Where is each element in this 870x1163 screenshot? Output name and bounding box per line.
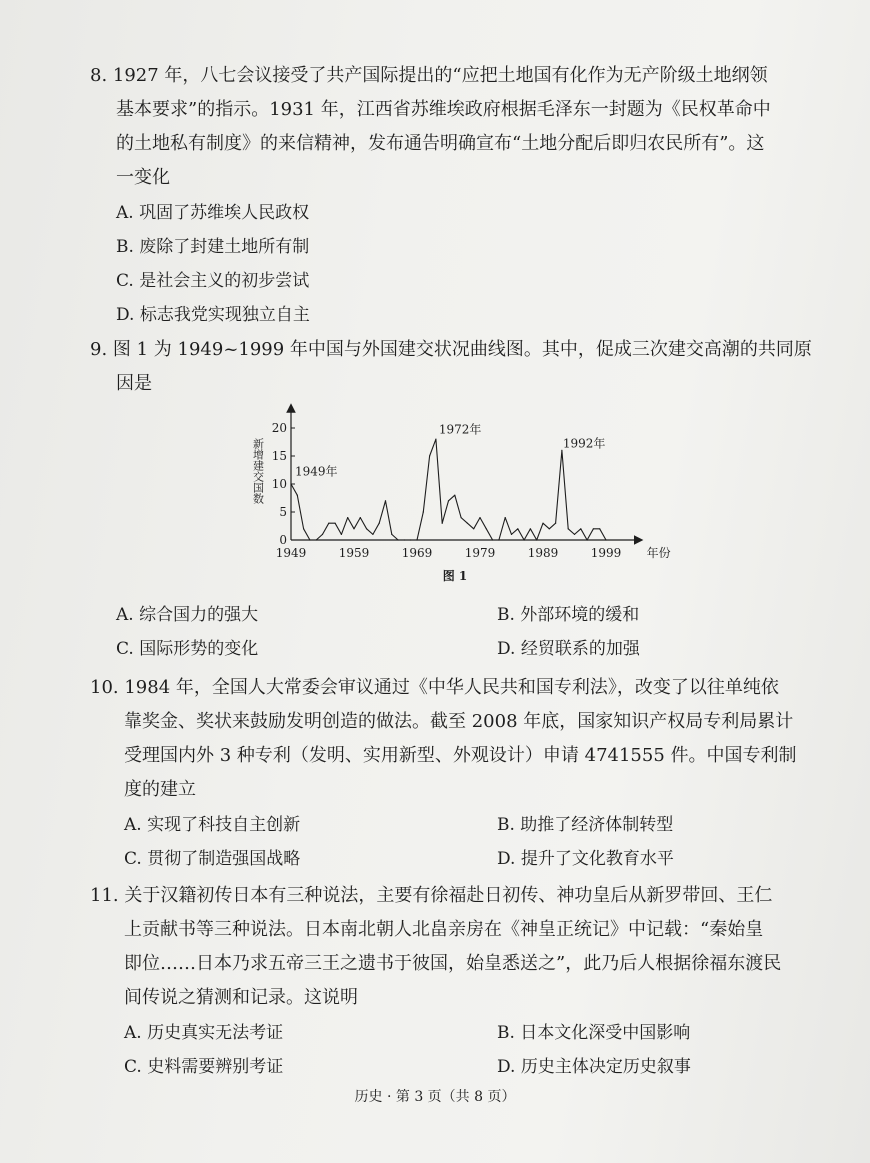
data-point: [517, 528, 518, 529]
q11-line-1: 11. 关于汉籍初传日本有三种说法，主要有徐福赴日初传、神功皇后从新罗带回、王仁: [90, 885, 773, 906]
data-point: [416, 539, 417, 540]
q8-option-c: C. 是社会主义的初步尝试: [116, 271, 310, 291]
data-point: [391, 534, 392, 535]
data-point: [454, 495, 455, 496]
data-point: [372, 534, 373, 535]
data-point: [461, 517, 462, 518]
data-point: [479, 517, 480, 518]
data-point: [385, 500, 386, 501]
y-tick-label: 5: [279, 505, 287, 519]
q8-option-b: B. 废除了封建土地所有制: [116, 237, 310, 257]
x-tick-label: 1989: [527, 546, 559, 560]
annotation-label: 1949年: [295, 464, 338, 479]
data-point: [473, 528, 474, 529]
data-point: [341, 534, 342, 535]
data-point: [303, 528, 304, 529]
data-point: [347, 517, 348, 518]
data-point: [410, 539, 411, 540]
q11-line-2: 上贡献书等三种说法。日本南北朝人北畠亲房在《神皇正统记》中记载：“秦始皇: [124, 919, 764, 940]
x-tick-label: 1949: [275, 546, 307, 560]
figure-caption: 图 1: [442, 569, 468, 583]
data-point: [360, 517, 361, 518]
q10-line-3: 受理国内外 3 种专利（发明、实用新型、外观设计）申请 4741555 件。中国专利制: [124, 745, 797, 766]
data-point: [511, 534, 512, 535]
y-tick-label: 0: [279, 533, 287, 547]
data-point: [530, 528, 531, 529]
data-point: [467, 523, 468, 524]
data-point: [486, 528, 487, 529]
data-point: [442, 523, 443, 524]
q9-option-d: D. 经贸联系的加强: [497, 639, 640, 659]
q11-line-4: 间传说之猜测和记录。这说明: [124, 987, 358, 1008]
data-point: [536, 539, 537, 540]
q8-option-a: A. 巩固了苏维埃人民政权: [116, 203, 310, 223]
q9-option-b: B. 外部环境的缓和: [497, 605, 640, 625]
q9-line-2: 因是: [116, 373, 152, 394]
data-point: [429, 455, 430, 456]
x-tick-label: 1959: [338, 546, 370, 560]
q10-line-1: 10. 1984 年，全国人大常委会审议通过《中华人民共和国专利法》，改变了以往单纯依: [90, 677, 779, 698]
data-point: [587, 539, 588, 540]
series-line: [291, 439, 606, 540]
q11-option-d: D. 历史主体决定历史叙事: [497, 1057, 691, 1077]
annotation-label: 1992年: [562, 436, 606, 451]
data-point: [580, 528, 581, 529]
data-point: [309, 539, 310, 540]
data-point: [316, 539, 317, 540]
data-point: [542, 523, 543, 524]
data-point: [290, 483, 291, 484]
q10-option-d: D. 提升了文化教育水平: [497, 849, 674, 869]
q8-line-1: 8. 1927 年，八七会议接受了共产国际提出的“应把土地国有化作为无产阶级土地纲领: [90, 65, 768, 86]
data-point: [574, 534, 575, 535]
x-tick-label: 1999: [590, 546, 622, 560]
data-point: [398, 539, 399, 540]
q10-option-b: B. 助推了经济体制转型: [497, 815, 674, 835]
data-point: [322, 534, 323, 535]
data-point: [328, 523, 329, 524]
x-tick-label: 1979: [464, 546, 496, 560]
data-point: [492, 539, 493, 540]
x-axis-label: 年份: [646, 546, 671, 560]
q8-line-3: 的土地私有制度》的来信精神，发布通告明确宣布“土地分配后即归农民所有”。这: [116, 133, 765, 154]
data-point: [404, 539, 405, 540]
annotation-label: 1972年: [438, 422, 482, 437]
q11-line-3: 即位……日本乃求五帝三王之遗书于彼国，始皇悉送之”，此乃后人根据徐福东渡民: [124, 953, 782, 974]
q10-option-c: C. 贯彻了制造强国战略: [124, 849, 301, 869]
data-point: [498, 539, 499, 540]
data-point: [549, 528, 550, 529]
data-point: [555, 523, 556, 524]
q10-option-a: A. 实现了科技自主创新: [124, 815, 301, 835]
q9-line-1: 9. 图 1 为 1949~1999 年中国与外国建交状况曲线图。其中，促成三次建交高潮的共同原: [90, 339, 812, 360]
page-footer: 历史 · 第 3 页（共 8 页）: [354, 1089, 516, 1105]
data-point: [297, 495, 298, 496]
data-point: [599, 528, 600, 529]
y-axis-label: 新增建交国数: [251, 438, 265, 504]
q9-option-a: A. 综合国力的强大: [116, 605, 259, 625]
q11-option-b: B. 日本文化深受中国影响: [497, 1023, 691, 1043]
figure-1-chart: [0, 400, 870, 600]
data-point: [423, 511, 424, 512]
q8-line-2: 基本要求”的指示。1931 年，江西省苏维埃政府根据毛泽东一封题为《民权革命中: [116, 99, 771, 120]
data-point: [335, 523, 336, 524]
data-point: [505, 517, 506, 518]
q10-line-4: 度的建立: [124, 779, 196, 800]
q10-line-2: 靠奖金、奖状来鼓励发明创造的做法。截至 2008 年底，国家知识产权局专利局累计: [124, 711, 794, 732]
y-tick-label: 15: [271, 449, 287, 463]
data-point: [605, 539, 606, 540]
data-point: [568, 528, 569, 529]
data-point: [448, 500, 449, 501]
data-point: [353, 528, 354, 529]
x-tick-label: 1969: [401, 546, 433, 560]
data-point: [379, 523, 380, 524]
q8-option-d: D. 标志我党实现独立自主: [116, 305, 310, 325]
q11-option-a: A. 历史真实无法考证: [124, 1023, 284, 1043]
y-tick-label: 10: [271, 477, 287, 491]
q8-line-4: 一变化: [116, 167, 170, 188]
q9-option-c: C. 国际形势的变化: [116, 639, 259, 659]
y-tick-label: 20: [271, 421, 287, 435]
data-point: [366, 528, 367, 529]
data-point: [435, 439, 436, 440]
data-point: [593, 528, 594, 529]
q11-option-c: C. 史料需要辨别考证: [124, 1057, 284, 1077]
data-point: [524, 539, 525, 540]
